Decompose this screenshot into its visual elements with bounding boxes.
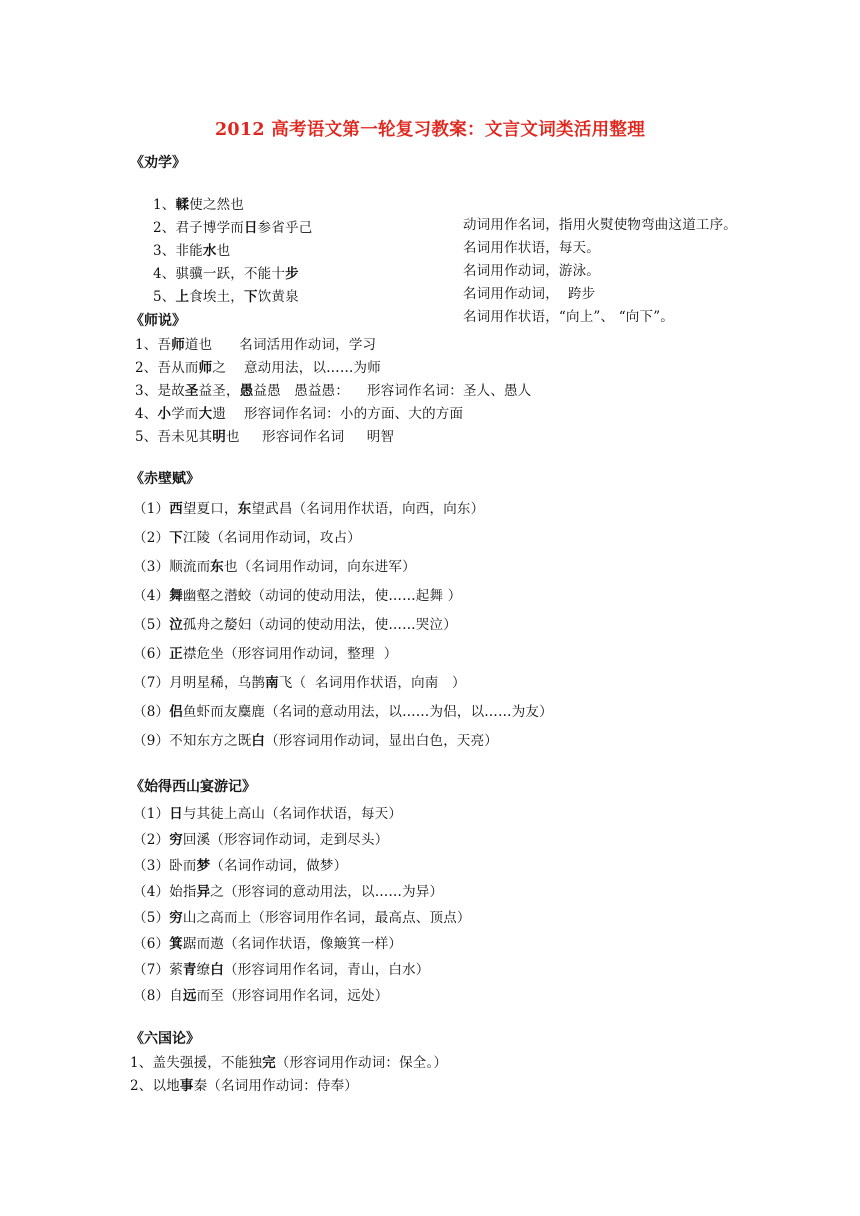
list-item: （1）西望夏口，东望武昌（名词用作状语，向西，向东） (133, 501, 485, 517)
list-item: 1、吾师道也 名词活用作动词，学习 (135, 337, 377, 353)
list-item: （1）日与其徒上高山（名词作状语，每天） (133, 806, 403, 822)
list-item: （4）始指异之（形容词的意动用法，以……为异） (133, 884, 444, 900)
list-item: 3、是故圣益圣，愚益愚 愚益愚： 形容词作名词：圣人、愚人 (135, 383, 532, 399)
item-note: 动词用作名词，指用火熨使物弯曲这道工序。 (463, 217, 737, 233)
list-item: （4）舞幽壑之潜蛟（动词的使动用法，使……起舞 ） (133, 588, 462, 604)
list-item: （5）穷山之高而上（形容词用作名词，最高点、顶点） (133, 910, 471, 926)
list-item: （7）萦青缭白（形容词用作名词，青山，白水） (133, 962, 430, 978)
item-note: 名词用作动词，游泳。 (463, 263, 600, 279)
list-item: （8）自远而至（形容词用作名词，远处） (133, 988, 389, 1004)
list-item: 4、小学而大遗 形容词作名词：小的方面、大的方面 (135, 406, 464, 422)
list-item: （2）穷回溪（形容词作动词，走到尽头） (133, 832, 389, 848)
section-heading-liuguo: 《六国论》 (130, 1031, 200, 1047)
item-note: 名词用作动词， 跨步 (463, 286, 596, 302)
list-item: （3）顺流而东也（名词用作动词，向东进军） (133, 559, 416, 575)
list-item: （2）下江陵（名词用作动词，攻占） (133, 530, 362, 546)
section-heading-chibi: 《赤壁赋》 (130, 471, 200, 487)
section-heading-xishan: 《始得西山宴游记》 (130, 779, 256, 795)
item-note: 名词用作状语，“向上”、 “向下”。 (463, 309, 674, 325)
list-item: 1、盖失强援，不能独完（形容词用作动词：保全。） (130, 1055, 448, 1071)
list-item: 2、吾从而师之 意动用法，以……为师 (135, 360, 381, 376)
list-item: （8）侣鱼虾而友麋鹿（名词的意动用法，以……为侣，以……为友） (133, 704, 553, 720)
item-note: 名词用作状语，每天。 (463, 240, 600, 256)
list-item: 4、骐骥一跃，不能十步 名词用作动词， 跨步 (152, 266, 596, 302)
list-item: 5、上食埃土，下饮黄泉 名词用作状语，“向上”、 “向下”。 (152, 289, 674, 325)
list-item: 3、非能水也 名词用作动词，游泳。 (152, 243, 600, 279)
list-item: 1、輮使之然也 动词用作名词，指用火熨使物弯曲这道工序。 (152, 197, 737, 233)
page-title: 2012 高考语文第一轮复习教案：文言文词类活用整理 (214, 120, 646, 140)
list-item: （6）正襟危坐（形容词用作动词，整理 ） (133, 646, 398, 662)
list-item: 2、以地事秦（名词用作动词：侍奉） (130, 1078, 358, 1094)
list-item: （9）不知东方之既白（形容词用作动词，显出白色，天亮） (133, 733, 498, 749)
list-item: （6）箕踞而遨（名词作状语，像簸箕一样） (133, 936, 403, 952)
list-item: （3）卧而梦（名词作动词，做梦） (133, 858, 348, 874)
section-heading-quanxue: 《劝学》 (130, 155, 186, 171)
list-item: 5、吾未见其明也 形容词作名词 明智 (135, 429, 395, 445)
list-item: 2、君子博学而日参省乎己 名词用作状语，每天。 (152, 220, 600, 256)
list-item: （5）泣孤舟之嫠妇（动词的使动用法，使……哭泣） (133, 617, 457, 633)
list-item: （7）月明星稀，乌鹊南飞（ 名词用作状语，向南 ） (133, 675, 466, 691)
section-heading-shishuo: 《师说》 (130, 313, 186, 329)
